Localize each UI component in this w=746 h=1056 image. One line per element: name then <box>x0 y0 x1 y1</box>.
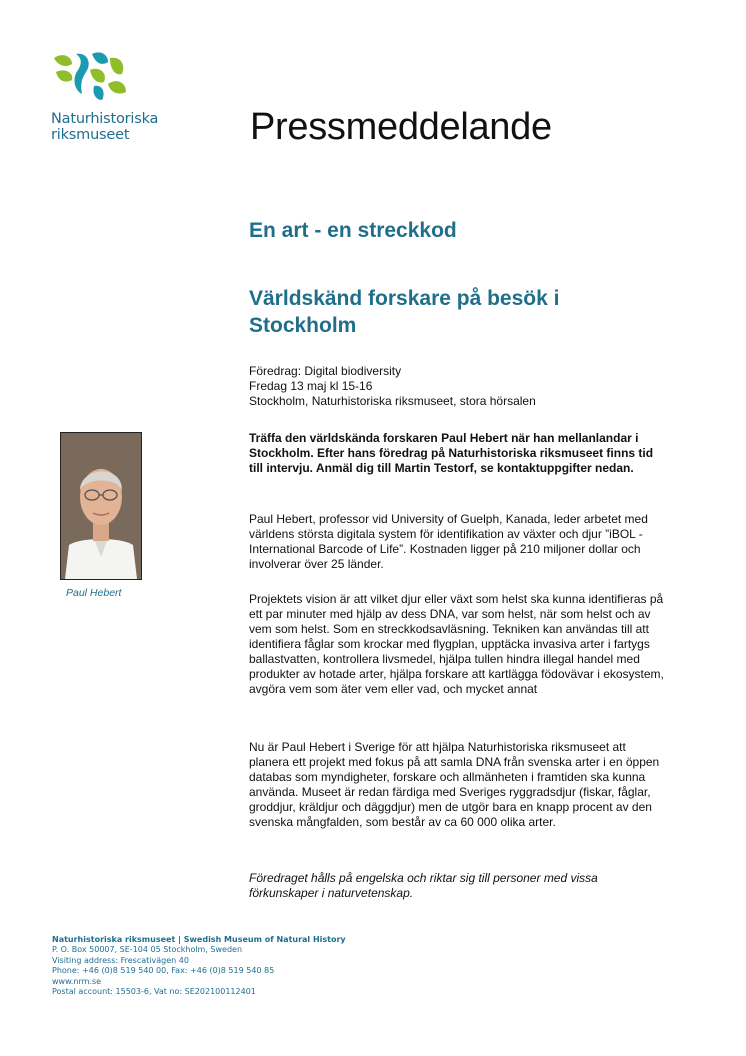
event-location: Stockholm, Naturhistoriska riksmuseet, stora hörsalen <box>249 394 536 408</box>
logo-name-line-1: Naturhistoriska <box>51 111 159 127</box>
portrait-illustration <box>61 433 141 579</box>
museum-logo-wordmark <box>51 111 191 143</box>
language-note: Föredraget hålls på engelska och riktar sig till personer med vissa förkunskaper i naturvetenskap. <box>249 871 598 900</box>
portrait-photo <box>60 432 142 580</box>
event-date: Fredag 13 maj kl 15-16 <box>249 379 373 393</box>
logo-name-line-2: riksmuseet <box>51 127 130 143</box>
footer-phone: Phone: +46 (0)8 519 540 00, Fax: +46 (0)8 519 540 85 <box>52 966 275 976</box>
secondary-heading: Världskänd forskare på besök i Stockholm <box>249 287 560 337</box>
document-title: Pressmeddelande <box>250 106 552 148</box>
body-paragraph-1: Paul Hebert, professor vid University of Guelph, Kanada, leder arbetet med världens största digitala system för identifikation av växter och djur ”iBOL - International Barcode of Life”. Kostnaden ligger på 210 miljoner dollar och involverar över 25 länder. <box>249 512 648 571</box>
body-paragraph-2: Projektets vision är att vilket djur eller växt som helst ska kunna identifieras på ett par minuter med hjälp av dess DNA, var som helst, när som helst och av vem som helst. Som en streckkodsavläsning. Tekniken kan användas till att identifiera fåglar som krockar med flygplan, upptäcka invasiva arter i fartygs ballastvatten, kontrollera livsmedel, hjälpa tullen hindra illegal handel med produkter av hotade arter, hjälpa forskare att kartlägga födovävar i ekosystem, avgöra vem som äter vem eller vad, och mycket annat <box>249 592 664 696</box>
photo-caption: Paul Hebert <box>66 587 122 599</box>
primary-heading: En art - en streckkod <box>249 219 457 242</box>
museum-logo-icon <box>52 50 128 106</box>
event-details <box>249 364 536 409</box>
footer-org: Naturhistoriska riksmuseet | Swedish Museum of Natural History <box>52 935 346 944</box>
footer-visiting-address: Visiting address: Frescativägen 40 <box>52 955 189 965</box>
footer-account: Postal account: 15503-6, Vat no: SE202100112401 <box>52 987 256 997</box>
body-paragraph-3: Nu är Paul Hebert i Sverige för att hjälpa Naturhistoriska riksmuseet att planera ett projekt med fokus på att samla DNA från svenska arter i en öppen databas som myndigheter, forskare och allmänheten i framtiden ska kunna använda. Museet är redan färdiga med Sveriges ryggradsdjur (fiskar, fåglar, groddjur, kräldjur och däggdjur) men de utgör bara en knapp procent av den svenska mångfalden, som består av ca 60 000 olika arter. <box>249 740 660 829</box>
footer-postal-address: P. O. Box 50007, SE-104 05 Stockholm, Sweden <box>52 945 243 955</box>
footer-contact <box>52 935 346 997</box>
event-talk: Föredrag: Digital biodiversity <box>249 364 402 378</box>
intro-paragraph: Träffa den världskända forskaren Paul Hebert när han mellanlandar i Stockholm. Efter hans föredrag på Naturhistoriska riksmuseet finns tid till intervju. Anmäl dig till Martin Testorf, se kontaktuppgifter nedan. <box>249 431 654 475</box>
footer-website-link[interactable]: www.nrm.se <box>52 976 102 986</box>
